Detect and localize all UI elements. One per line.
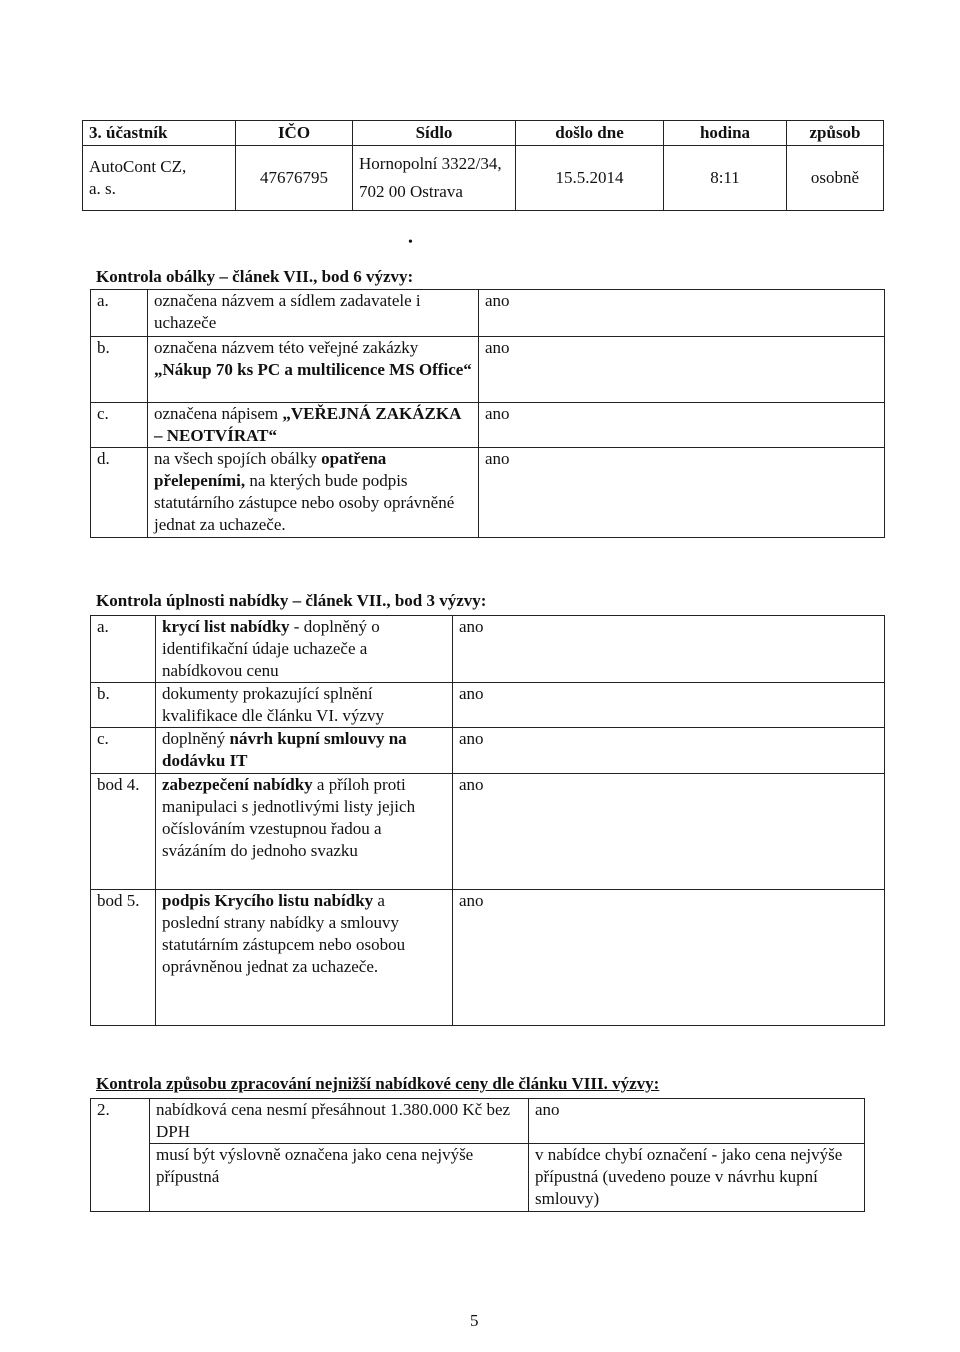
row-answer: ano (453, 683, 885, 728)
row-text: krycí list nabídky - doplněný o identifikační údaje uchazeče a nabídkovou cenu (156, 616, 453, 683)
table-row (91, 403, 885, 448)
table-row (91, 337, 885, 403)
row-answer: v nabídce chybí označení - jako cena nejvýše přípustná (uvedeno pouze v návrhu kupní smlouvy) (529, 1144, 865, 1212)
row-label: 2. (91, 1099, 150, 1212)
price-check-table (90, 1098, 865, 1212)
table-row (91, 1144, 865, 1212)
row-label: bod 4. (91, 774, 156, 890)
table-row (91, 774, 885, 890)
table-row (91, 616, 885, 683)
price-check-heading: Kontrola způsobu zpracování nejnižší nabídkové ceny dle článku VIII. výzvy: (96, 1074, 660, 1093)
row-label: d. (91, 448, 148, 538)
table-row (91, 890, 885, 1026)
participant-header-row (83, 121, 884, 146)
table-row (91, 1099, 865, 1144)
row-answer: ano (529, 1099, 865, 1144)
row-text: nabídková cena nesmí přesáhnout 1.380.000 Kč bez DPH (150, 1099, 529, 1144)
row-text: doplněný návrh kupní smlouvy na dodávku IT (156, 728, 453, 774)
row-label: b. (91, 683, 156, 728)
row-answer: ano (479, 290, 885, 337)
row-label: bod 5. (91, 890, 156, 1026)
participant-name: AutoCont CZ, a. s. (83, 146, 236, 211)
table-row (91, 728, 885, 774)
participant-method: osobně (787, 146, 884, 211)
header-date: došlo dne (516, 121, 664, 146)
participant-date: 15.5.2014 (516, 146, 664, 211)
table-row (91, 290, 885, 337)
row-label: a. (91, 290, 148, 337)
row-text: označena názvem této veřejné zakázky „Nákup 70 ks PC a multilicence MS Office“ (148, 337, 479, 403)
row-answer: ano (453, 616, 885, 683)
participant-row (83, 146, 884, 211)
envelope-check-table (90, 289, 885, 538)
completeness-check-heading: Kontrola úplnosti nabídky – článek VII., bod 3 výzvy: (96, 591, 487, 610)
table-row (91, 448, 885, 538)
row-text: podpis Krycího listu nabídky a poslední strany nabídky a smlouvy statutárním zástupcem nebo osobou oprávněnou jednat za uchazeče. (156, 890, 453, 1026)
participant-address: Hornopolní 3322/34, 702 00 Ostrava (353, 146, 516, 211)
row-text: musí být výslovně označena jako cena nejvýše přípustná (150, 1144, 529, 1212)
participant-table (82, 120, 884, 211)
row-text: označena názvem a sídlem zadavatele i uchazeče (148, 290, 479, 337)
row-label: a. (91, 616, 156, 683)
row-answer: ano (479, 448, 885, 538)
page-number: 5 (470, 1311, 479, 1330)
participant-time: 8:11 (664, 146, 787, 211)
header-ico: IČO (236, 121, 353, 146)
completeness-check-table (90, 615, 885, 1026)
row-label: c. (91, 728, 156, 774)
row-label: c. (91, 403, 148, 448)
header-address: Sídlo (353, 121, 516, 146)
row-text: na všech spojích obálky opatřena přelepeními, na kterých bude podpis statutárního zástupce nebo osoby oprávněné jednat za uchazeče. (148, 448, 479, 538)
row-answer: ano (479, 337, 885, 403)
header-method: způsob (787, 121, 884, 146)
envelope-check-heading: Kontrola obálky – článek VII., bod 6 výzvy: (96, 267, 414, 286)
row-text: dokumenty prokazující splnění kvalifikace dle článku VI. výzvy (156, 683, 453, 728)
row-text: označena nápisem „VEŘEJNÁ ZAKÁZKA – NEOTVÍRAT“ (148, 403, 479, 448)
header-time: hodina (664, 121, 787, 146)
table-row (91, 683, 885, 728)
row-label: b. (91, 337, 148, 403)
stray-dot: • (408, 235, 413, 250)
row-answer: ano (453, 774, 885, 890)
participant-ico: 47676795 (236, 146, 353, 211)
header-participant: 3. účastník (83, 121, 236, 146)
row-answer: ano (453, 890, 885, 1026)
row-answer: ano (479, 403, 885, 448)
row-text: zabezpečení nabídky a příloh proti manipulaci s jednotlivými listy jejich očíslováním vzestupnou řadou a svázáním do jednoho svazku (156, 774, 453, 890)
row-answer: ano (453, 728, 885, 774)
